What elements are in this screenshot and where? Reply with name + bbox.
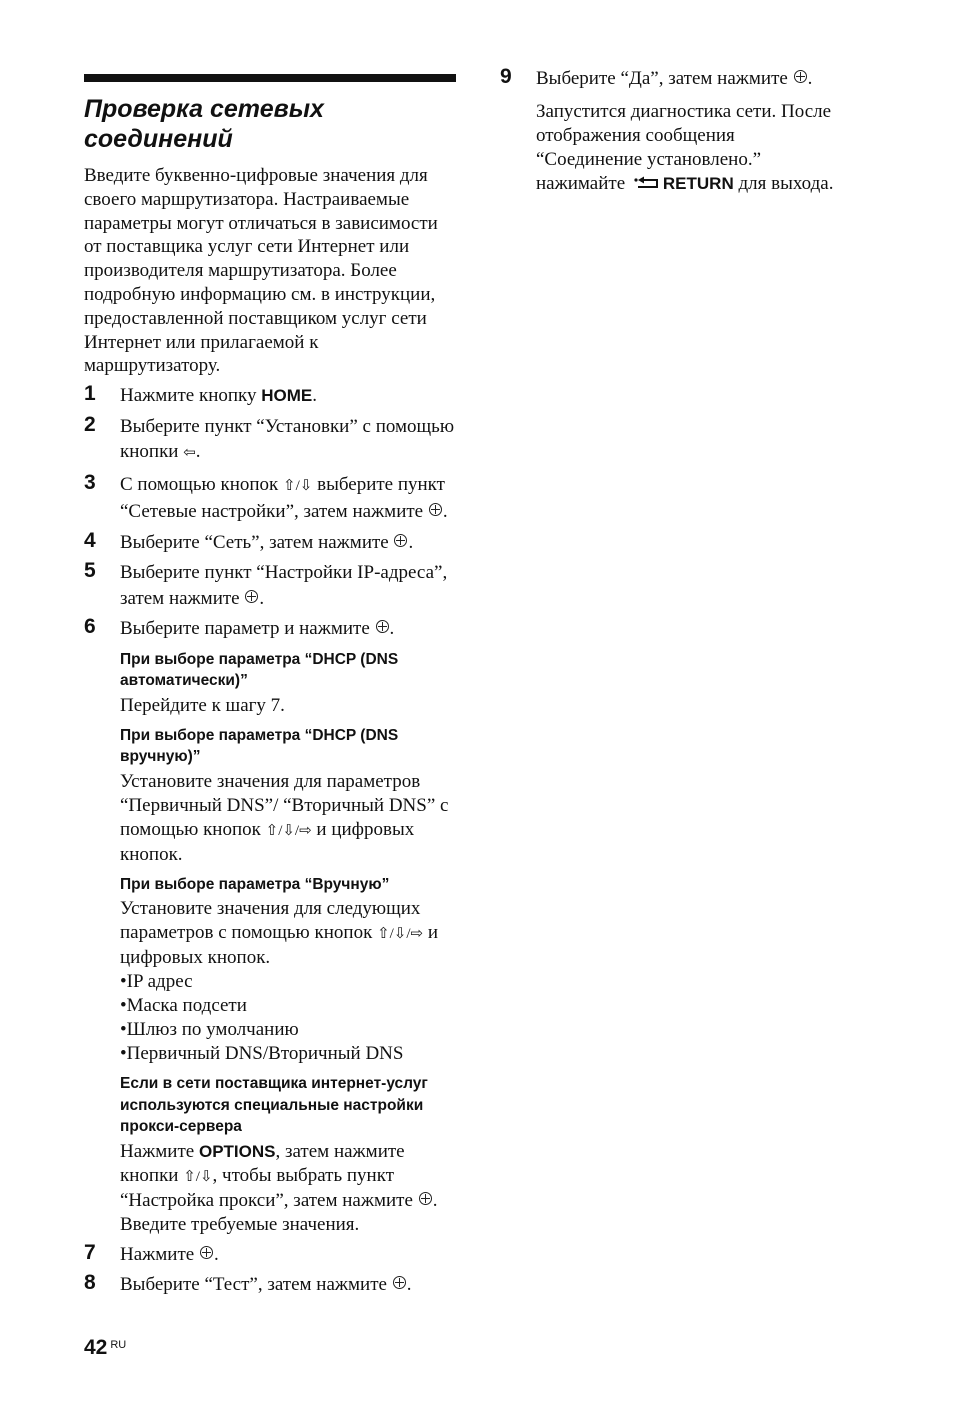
return-button-label: RETURN [662, 173, 734, 193]
right-column [500, 66, 840, 201]
enter-button-icon [394, 534, 407, 547]
intro-paragraph: Введите буквенно-цифровые значения для своего маршрутизатора. Настраиваемые параметры могут отличаться в зависимости от поставщика услуг сети Интернет или производителя маршрутизатора. Более подробную информацию см. в инструкции, предоставленной поставщиком услуг сети Интернет или прилагаемой к маршрутизатору. [84, 165, 438, 377]
page-footer [84, 1336, 126, 1360]
step-number: 9 [500, 65, 512, 88]
step-9: 9 Выберите “Да”, затем нажмите . Запустится диагностика сети. После отображения сообщения “Соединение установлено.” нажимайте RETURN для выхода. [500, 66, 840, 196]
step-6: 6 Выберите параметр и нажмите . При выборе параметра “DHCP (DNS автоматически)” Перейдите к шагу 7. При выборе параметра “DHCP (DNS вручную)” Установите значения для параметров “Первичный DNS”/ “Вторичный DNS” с помощью кнопок ⇧/⇩/⇨ и цифровых кнопок. При выборе параметра “Вручную” Установите значения для следующих параметров с помощью кнопок ⇧/⇩/⇨ и цифровых кнопок. • IP адрес • Маска подсети • Шлюз по умолчанию • Первичный DNS/Вторичный DNS Если в сети поставщика интернет-услуг используются специальные настройки прокси-сервера Нажмите OPTIONS, затем нажмите кнопки ⇧/⇩, чтобы выбрать пункт “Настройка прокси”, затем нажмите . Введите требуемые значения. [84, 616, 456, 1237]
enter-button-icon [245, 590, 258, 603]
return-icon [634, 176, 660, 190]
left-column [84, 74, 456, 1303]
step-number: 8 [84, 1271, 96, 1295]
left-arrow-icon: ⇦ [183, 445, 196, 462]
step-8: 8 Выберите “Тест”, затем нажмите . [84, 1271, 412, 1296]
step-4: 4 Выберите “Сеть”, затем нажмите . [84, 528, 414, 553]
list-item: • Шлюз по умолчанию [120, 1018, 456, 1042]
language-code: RU [110, 1339, 127, 1351]
title-line-1: Проверка сетевых [84, 95, 324, 123]
enter-button-icon [419, 1192, 432, 1205]
step-number: 6 [84, 615, 96, 639]
enter-button-icon [376, 620, 389, 633]
manual-parameters-list [120, 970, 456, 1066]
step-number: 2 [84, 412, 96, 436]
step-number: 5 [84, 559, 96, 583]
up-down-right-arrows-icon: ⇧/⇩/⇨ [377, 926, 424, 943]
step-2: 2 Выберите пункт “Установки” с помощью кнопки ⇦. [84, 412, 455, 463]
section-rule [84, 74, 456, 82]
home-button-label: HOME [261, 386, 313, 406]
enter-button-icon [794, 70, 807, 83]
enter-button-icon [429, 503, 442, 516]
proxy-heading: Если в сети поставщика интернет-услуг используются специальные настройки прокси-сервера [120, 1075, 428, 1136]
title-line-2: соединений [84, 125, 233, 153]
section-title [84, 94, 456, 154]
step-number: 7 [84, 1240, 96, 1264]
step-1: 1 Нажмите кнопку HOME. [84, 382, 317, 407]
step-7: 7 Нажмите . [84, 1240, 219, 1265]
enter-button-icon [200, 1246, 213, 1259]
dhcp-auto-text: Перейдите к шагу 7. [120, 694, 285, 716]
step-number: 1 [84, 382, 96, 406]
dhcp-manual-text: Установите значения для параметров “Первичный DNS”/ “Вторичный DNS” с помощью кнопок ⇧/⇩/⇨ и цифровых кнопок. [120, 770, 449, 865]
page-number: 42 [84, 1336, 108, 1359]
manual-heading: При выборе параметра “Вручную” [120, 875, 390, 893]
list-item: • Маска подсети [120, 994, 456, 1018]
step-9-result: Запустится диагностика сети. После отображения сообщения “Соединение установлено.” нажимайте RETURN для выхода. [536, 100, 834, 194]
options-button-label: OPTIONS [198, 1141, 276, 1161]
up-down-arrows-icon: ⇧/⇩ [183, 1168, 213, 1185]
list-item: • IP адрес [120, 970, 456, 994]
proxy-text: Нажмите OPTIONS, затем нажмите кнопки ⇧/⇩, чтобы выбрать пункт “Настройка прокси”, затем нажмите . Введите требуемые значения. [120, 1140, 438, 1235]
step-number: 4 [84, 528, 96, 552]
up-down-arrows-icon: ⇧/⇩ [283, 477, 313, 494]
dhcp-auto-heading: При выборе параметра “DHCP (DNS автоматически)” [120, 650, 399, 690]
list-item: • Первичный DNS/Вторичный DNS [120, 1042, 456, 1066]
dhcp-manual-heading: При выборе параметра “DHCP (DNS вручную)” [120, 726, 399, 766]
manual-text: Установите значения для следующих параметров с помощью кнопок ⇧/⇩/⇨ и цифровых кнопок. [120, 898, 439, 969]
step-3: 3 С помощью кнопок ⇧/⇩ выберите пункт “Сетевые настройки”, затем нажмите . [84, 470, 448, 523]
step-number: 3 [84, 470, 96, 494]
up-down-right-arrows-icon: ⇧/⇩/⇨ [265, 822, 312, 839]
step-5: 5 Выберите пункт “Настройки IP-адреса”, затем нажмите . [84, 559, 448, 609]
enter-button-icon [393, 1276, 406, 1289]
